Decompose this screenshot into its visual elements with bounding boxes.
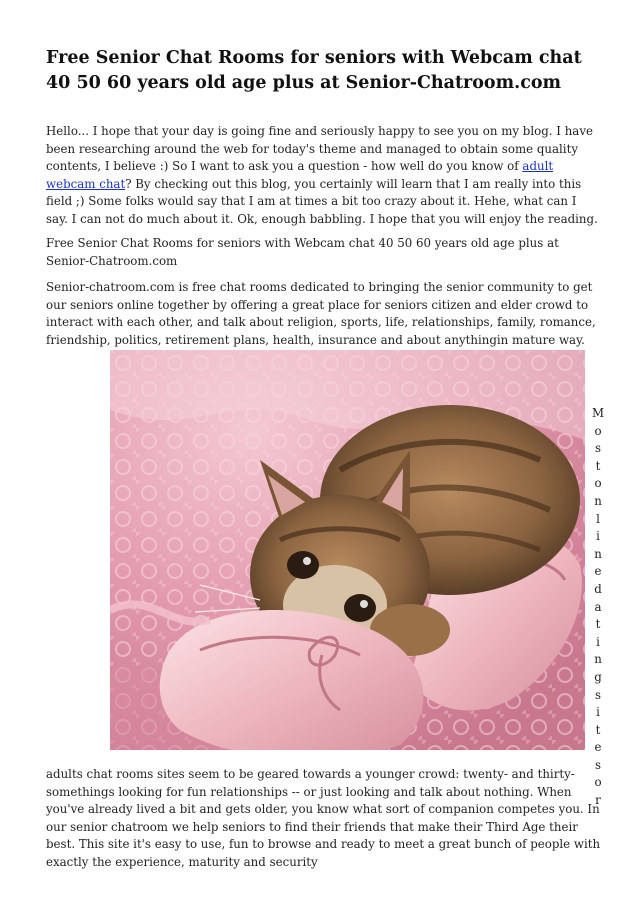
side-text-char: o: [594, 775, 602, 790]
adult-webcam-chat-link[interactable]: adult webcam chat: [46, 159, 554, 191]
intro-text-before: Hello... I hope that your day is going fine and seriously happy to see you on my blog. I have been researching around the web for today's theme and managed to obtain some quality contents, I believe :) So I want to ask you a question - how well do you know of: [46, 124, 593, 174]
side-text-char: i: [596, 705, 600, 720]
side-text-char: n: [594, 493, 602, 508]
side-text-char: i: [596, 634, 600, 649]
side-text-char: g: [594, 669, 602, 684]
kitten-illustration: [110, 350, 585, 750]
side-text-char: s: [594, 441, 602, 456]
side-text-char: d: [594, 581, 602, 596]
side-text-char: i: [596, 529, 600, 544]
side-text-char: s: [594, 757, 602, 772]
side-text-char: t: [595, 722, 601, 737]
closing-paragraph: adults chat rooms sites seem to be geared towards a younger crowd: twenty- and thirty-somethings looking for fun relationships -- or just looking and talk about nothing. When you've already lived a bit and gets older, you know what sort of companion competes you. In our senior chatroom we help seniors to find their friends that make their Third Age their best. This site it's easy to use, fun to browse and ready to meet a great bunch of people with exactly the experience, maturity and security: [46, 767, 601, 869]
intro-paragraph: [46, 123, 602, 229]
side-text-char: o: [594, 423, 602, 438]
side-text-char: e: [594, 564, 602, 579]
description-paragraph: Senior-chatroom.com is free chat rooms dedicated to bringing the senior community to get our seniors online together by offering a great place for seniors citizen and elder crowd to interact with each other, and talk about religion, sports, life, relationships, family, romance, friendship, politics, retirement plans, health, insurance and about anythingin mature way.: [46, 280, 596, 347]
side-text-char: e: [594, 740, 602, 755]
side-text-char: a: [594, 599, 602, 614]
intro-text-after: ? By checking out this blog, you certainly will learn that I am really into this field ;) Some folks would say that I am at times a bit too crazy about it. Hehe, what can I say. I can not do much about it. Ok, enough babbling. I hope that you will enjoy the reading.: [46, 176, 598, 226]
side-text-char: t: [595, 617, 601, 632]
vertical-side-text: [591, 405, 605, 810]
side-text-char: o: [594, 476, 602, 491]
side-text-char: n: [594, 652, 602, 667]
side-text-char: n: [594, 546, 602, 561]
side-text-char: M: [591, 406, 605, 420]
side-text-char: r: [595, 793, 601, 808]
kitten-photo: [110, 350, 585, 750]
side-text-char: l: [596, 511, 600, 526]
side-text-char: t: [595, 458, 601, 473]
subtitle-paragraph: Free Senior Chat Rooms for seniors with Webcam chat 40 50 60 years old age plus at Senior-Chatroom.com: [46, 236, 559, 268]
page-title: Free Senior Chat Rooms for seniors with Webcam chat 40 50 60 years old age plus at Senior-Chatroom.com: [46, 48, 582, 93]
side-text-char: s: [594, 687, 602, 702]
